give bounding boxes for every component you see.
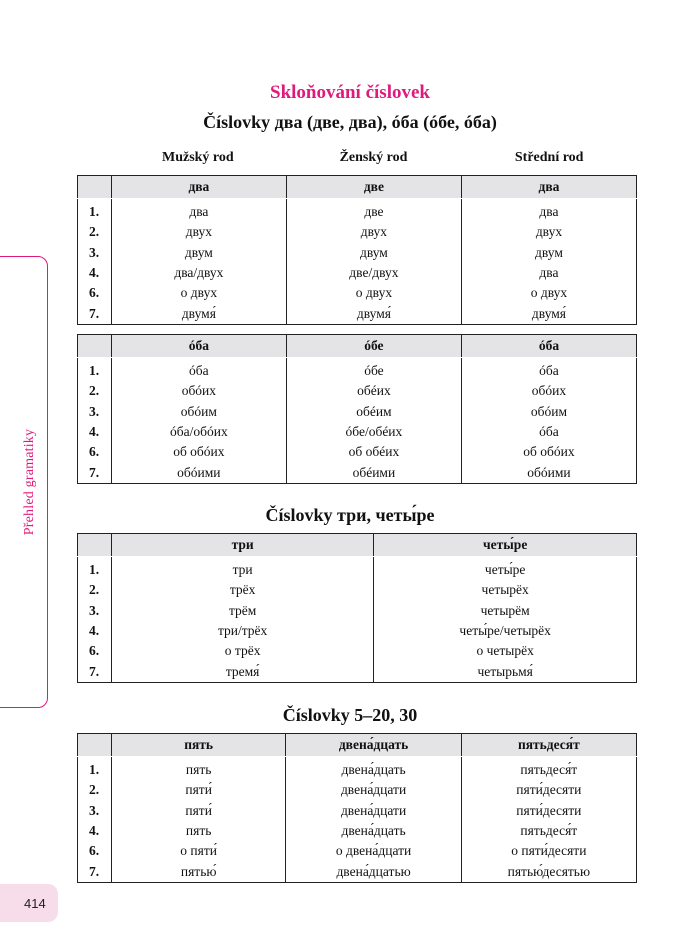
form-cell: обóими xyxy=(111,462,286,483)
form-cell: двумя́ xyxy=(461,303,636,324)
form-cell: двена́дцать xyxy=(286,821,461,841)
header-case-cell xyxy=(78,335,112,358)
table-oba xyxy=(77,334,637,484)
case-number: 1. xyxy=(89,204,100,220)
table-tri-chetyre xyxy=(77,533,637,683)
case-number: 3. xyxy=(89,244,100,260)
form-cell: обóими xyxy=(461,462,636,483)
case-number: 3. xyxy=(89,802,100,818)
gender-feminine: Ženský rod xyxy=(339,150,408,165)
case-number: 7. xyxy=(89,663,100,679)
form-cell: пяти́ xyxy=(111,801,286,821)
table-row xyxy=(78,661,637,682)
table-row xyxy=(78,621,637,641)
form-cell: пять xyxy=(111,757,286,781)
form-cell: две xyxy=(286,199,461,223)
case-number: 7. xyxy=(89,305,100,321)
form-cell: о трёх xyxy=(111,641,373,661)
form-cell: двена́дцать xyxy=(286,757,461,781)
table-row xyxy=(78,580,637,600)
form-cell: тремя́ xyxy=(111,661,373,682)
form-cell: обéих xyxy=(286,381,461,401)
form-cell: пятью́десятью xyxy=(461,861,636,882)
case-number: 2. xyxy=(89,582,100,598)
gender-header-row xyxy=(110,150,637,166)
case-number: 6. xyxy=(89,843,100,859)
form-cell: два/двух xyxy=(111,263,286,283)
form-cell: три xyxy=(111,557,373,581)
page-title: Skloňování číslovek xyxy=(270,82,430,103)
case-number: 7. xyxy=(89,464,100,480)
form-cell: двум xyxy=(286,243,461,263)
form-cell: двум xyxy=(111,243,286,263)
form-cell: пятьдеся́т xyxy=(461,821,636,841)
form-cell: двух xyxy=(461,222,636,242)
form-cell: óба xyxy=(111,358,286,382)
column-header: три xyxy=(111,534,373,557)
header-case-cell xyxy=(78,534,112,557)
form-cell: обéим xyxy=(286,402,461,422)
case-number: 4. xyxy=(89,623,100,639)
case-number: 6. xyxy=(89,285,100,301)
form-cell: о двух xyxy=(461,283,636,303)
table-row xyxy=(78,801,637,821)
form-cell: трём xyxy=(111,601,373,621)
table-row xyxy=(78,422,637,442)
form-cell: обóих xyxy=(461,381,636,401)
column-header: четы́ре xyxy=(374,534,637,557)
form-cell: о двух xyxy=(286,283,461,303)
form-cell: пяти́десяти xyxy=(461,780,636,800)
form-cell: двум xyxy=(461,243,636,263)
form-cell: óба/обóих xyxy=(111,422,286,442)
column-header: два xyxy=(111,176,286,199)
form-cell: об обéих xyxy=(286,442,461,462)
form-cell: о двена́дцати xyxy=(286,841,461,861)
table-row xyxy=(78,303,637,324)
header-case-cell xyxy=(78,734,112,757)
case-number: 1. xyxy=(89,562,100,578)
case-number: 6. xyxy=(89,444,100,460)
section1-heading: Číslovky два (две, два), óба (óбе, óба) xyxy=(203,112,497,132)
case-number: 2. xyxy=(89,383,100,399)
section3-heading: Číslovky 5–20, 30 xyxy=(282,705,418,725)
column-header: пятьдеся́т xyxy=(461,734,636,757)
header-case-cell xyxy=(78,176,112,199)
form-cell: четы́ре xyxy=(374,557,637,581)
table-row xyxy=(78,601,637,621)
case-number: 6. xyxy=(89,643,100,659)
form-cell: обóим xyxy=(461,402,636,422)
form-cell: две/двух xyxy=(286,263,461,283)
form-cell: óбе/обéих xyxy=(286,422,461,442)
form-cell: о четырёх xyxy=(374,641,637,661)
case-number: 1. xyxy=(89,363,100,379)
table-row xyxy=(78,358,637,382)
form-cell: четырём xyxy=(374,601,637,621)
form-cell: об обóих xyxy=(461,442,636,462)
table-row xyxy=(78,641,637,661)
form-cell: о пяти́ xyxy=(111,841,286,861)
form-cell: пятью́ xyxy=(111,861,286,882)
case-number: 4. xyxy=(89,823,100,839)
gender-masculine: Mužský rod xyxy=(161,150,234,165)
case-number: 4. xyxy=(89,424,100,440)
column-header: óба xyxy=(111,335,286,358)
form-cell: о двух xyxy=(111,283,286,303)
form-cell: два xyxy=(461,199,636,223)
case-number: 3. xyxy=(89,403,100,419)
form-cell: четы́ре/четырёх xyxy=(374,621,637,641)
table-pyat xyxy=(77,733,637,883)
form-cell: два xyxy=(111,199,286,223)
form-cell: четырёх xyxy=(374,580,637,600)
side-label: Přehled gramatiky xyxy=(22,428,37,536)
case-number: 2. xyxy=(89,782,100,798)
table-row xyxy=(78,861,637,882)
case-number: 7. xyxy=(89,863,100,879)
column-header: два xyxy=(461,176,636,199)
form-cell: пять xyxy=(111,821,286,841)
form-cell: два xyxy=(461,263,636,283)
table-row xyxy=(78,757,637,781)
column-header: óба xyxy=(461,335,636,358)
case-number: 3. xyxy=(89,602,100,618)
case-number: 1. xyxy=(89,762,100,778)
form-cell: пятьдеся́т xyxy=(461,757,636,781)
table-row xyxy=(78,222,637,242)
form-cell: óбе xyxy=(286,358,461,382)
form-cell: обóих xyxy=(111,381,286,401)
page-number: 414 xyxy=(24,896,46,911)
form-cell: двумя́ xyxy=(111,303,286,324)
gender-neuter: Střední rod xyxy=(514,150,584,165)
case-number: 4. xyxy=(89,265,100,281)
table-row xyxy=(78,557,637,581)
table-dva xyxy=(77,175,637,325)
table-row xyxy=(78,199,637,223)
form-cell: четырьмя́ xyxy=(374,661,637,682)
form-cell: об обóих xyxy=(111,442,286,462)
form-cell: двена́дцати xyxy=(286,780,461,800)
form-cell: двух xyxy=(111,222,286,242)
column-header: двена́дцать xyxy=(286,734,461,757)
case-number: 2. xyxy=(89,224,100,240)
column-header: пять xyxy=(111,734,286,757)
table-row xyxy=(78,402,637,422)
form-cell: двена́дцати xyxy=(286,801,461,821)
table-row xyxy=(78,283,637,303)
form-cell: о пяти́десяти xyxy=(461,841,636,861)
form-cell: трёх xyxy=(111,580,373,600)
form-cell: три/трёх xyxy=(111,621,373,641)
table-row xyxy=(78,442,637,462)
form-cell: двумя́ xyxy=(286,303,461,324)
form-cell: пяти́десяти xyxy=(461,801,636,821)
table-row xyxy=(78,381,637,401)
form-cell: обéими xyxy=(286,462,461,483)
form-cell: óба xyxy=(461,358,636,382)
table-row xyxy=(78,243,637,263)
table-row xyxy=(78,462,637,483)
column-header: две xyxy=(286,176,461,199)
table-row xyxy=(78,821,637,841)
form-cell: двена́дцатью xyxy=(286,861,461,882)
table-row xyxy=(78,263,637,283)
table-row xyxy=(78,780,637,800)
section2-heading: Číslovky три, четы́ре xyxy=(265,505,435,525)
table-row xyxy=(78,841,637,861)
form-cell: двух xyxy=(286,222,461,242)
form-cell: обóим xyxy=(111,402,286,422)
form-cell: óба xyxy=(461,422,636,442)
column-header: óбе xyxy=(286,335,461,358)
form-cell: пяти́ xyxy=(111,780,286,800)
